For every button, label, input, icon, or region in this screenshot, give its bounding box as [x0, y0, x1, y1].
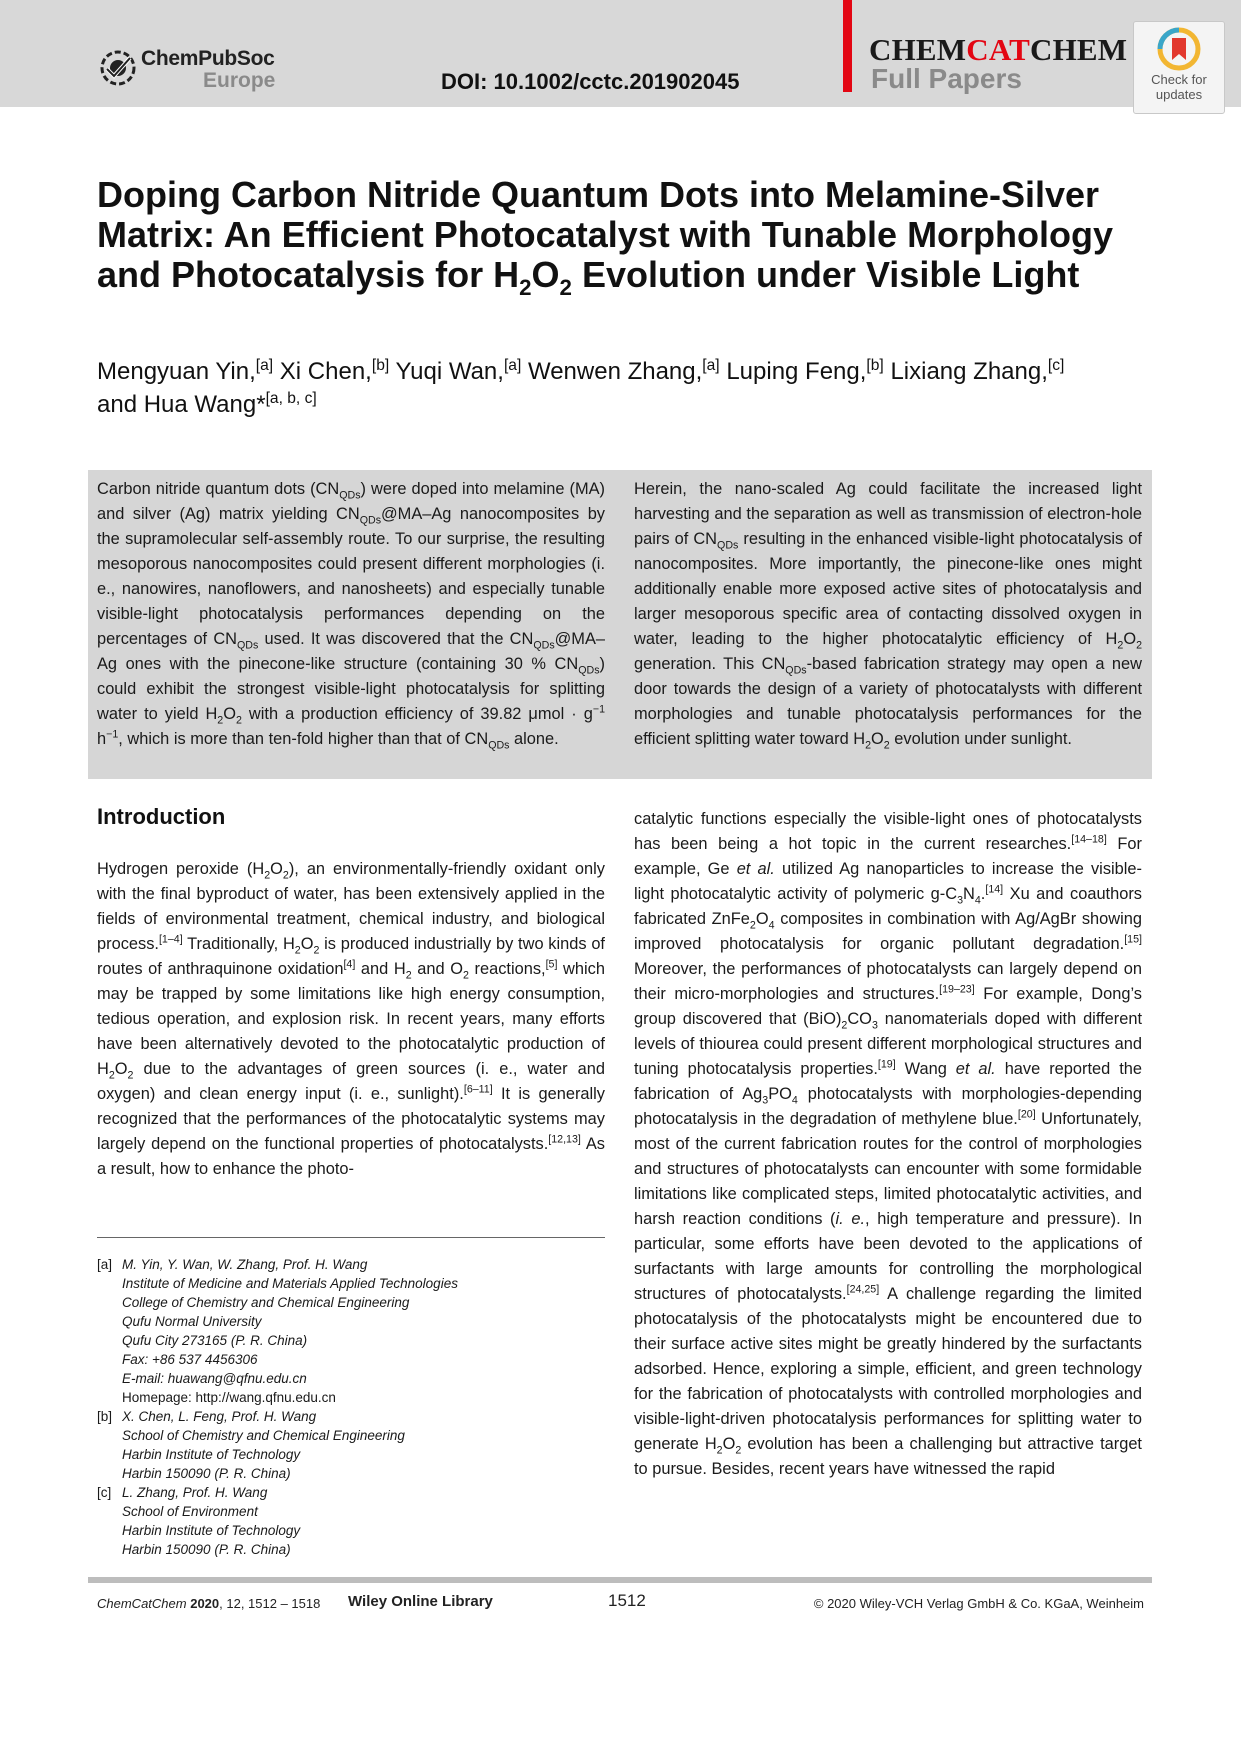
body-right-column: catalytic functions especially the visible-light ones of photocatalysts has been being a hot topic in the current researches.[14–18] For example, Ge et al. utilized Ag nanoparticles to increase the visible-light photocatalytic activity of polymeric $g-C_3N_4.[14]$ Xu and coauthors fabricated $ZnFe_2O_4$ composites in combination with Ag/AgBr showing improved photocatalysis for organic pollutant degradation.[15] Moreover, the performances of photocatalysts can largely depend on their micro-morphologies and structures.[19–23] For example, Dong’s group discovered that $(BiO)_2CO_3$ nanomaterials doped with different levels of thiourea could present different morphological structures and tuning photocatalysis properties.[19] Wang et al. have reported the fabrication of $Ag_3PO_4$ photocatalysts with morphologies-depending photocatalysis in the degradation of methylene blue.[20] Unfortunately, most of the current fabrication routes for the control of morphologies and structures of photocatalysts can encounter with some formidable limitations like complicated steps, limited photocatalytic activities, and harsh reaction conditions (i. e., high temperature and pressure). In particular, some efforts have been devoted to the applications of surfactants with large amounts for controlling the morphological structures of photocatalysts.[24,25] A challenge regarding the limited photocatalysis of the photocatalysts might be encountered due to their surface active sites might be greatly hindered by the surfactants adsorbed. Hence, exploring a simple, efficient, and green technology for the fabrication of photocatalysts with controlled morphologies and visible-light-driven photocatalysis performances for splitting water to generate $H_2O_2$ evolution has been a challenging but attractive target to pursue. Besides, recent years have witnessed the rapid — [634, 810, 1142, 1478]
body-left-column: Hydrogen peroxide $(H_2O_2)$, an environmentally-friendly oxidant only with the final byproduct of water, has been extensively applied in the fields of environmental treatment, chemical industry, and biological process.[1–4] Traditionally, $H_2O_2$ is produced industrially by two kinds of routes of anthraquinone oxidation[4] and $H_2$ and $O_2$ reactions,[5] which may be trapped by some limitations like high energy consumption, tedious operation, and explosion risk. In recent years, many efforts have been alternatively devoted to the photocatalytic production of $H_2O_2$ due to the advantages of green sources (i. e., water and oxygen) and clean energy input (i. e., sunlight).[6–11] It is generally recognized that the performances of the photocatalytic systems may largely depend on the functional properties of photocatalysts.[12,13] As a result, how to enhance the photo- — [97, 860, 606, 1178]
publisher-logo[interactable] — [97, 45, 282, 97]
affiliation-b: [b] X. Chen, L. Feng, Prof. H. Wang School of Chemistry and Chemical Engineering Harbin Institute of Technology Harbin 150090 (P. R. China) — [97, 1409, 405, 1481]
author[interactable]: Xi Chen, — [279, 358, 372, 385]
citation-link[interactable]: [20] — [1017, 1108, 1036, 1121]
homepage-link[interactable]: Homepage: http://wang.qfnu.edu.cn — [122, 1390, 336, 1405]
abstract-left-column: Carbon nitride quantum dots $(CN_{QDs})$ were doped into melamine (MA) and silver (Ag) matrix yielding $CN_{QDs}@MA-Ag$ nanocomposites by the supramolecular self-assembly route. To our surprise, the resulting mesoporous nanocomposites could present different morphologies (i. e., nanowires, nanoflowers, and nanosheets) and especially tunable visible-light photocatalysis performances depending on the percentages of $CN_{QDs}$ used. It was discovered that the $CN_{QDs}@MA-Ag$ ones with the pinecone-like structure (containing 30 % $CN_{QDs}$) could exhibit the strongest visible-light photocatalysis for splitting water to yield $H_2O_2$ with a production efficiency of 39.82 $\mu mol \cdot g^{-1}$ $h^{-1}$, which is more than ten-fold higher than that of $CN_{QDs}$ alone. — [97, 480, 606, 752]
citation-link[interactable]: [1–4] — [158, 933, 183, 946]
citation-link[interactable]: [15] — [1124, 933, 1142, 946]
affiliation-ref: [a, b, c] — [265, 390, 317, 407]
doi-link[interactable]: DOI: 10.1002/cctc.201902045 — [441, 69, 740, 94]
publisher-logo-icon — [97, 47, 139, 89]
citation-link[interactable]: [19] — [877, 1058, 896, 1071]
author[interactable]: Yuqi Wan, — [395, 358, 504, 385]
footnote-divider — [97, 1237, 605, 1238]
affiliations — [97, 1255, 605, 1559]
journal-header — [0, 0, 1241, 107]
crossmark-icon — [1157, 27, 1201, 71]
author[interactable]: Wenwen Zhang, — [527, 358, 703, 385]
journal-name[interactable]: CHEMCATCHEM — [869, 32, 1128, 67]
accent-bar — [843, 0, 852, 92]
affiliation-a: [a] M. Yin, Y. Wan, W. Zhang, Prof. H. Wang Institute of Medicine and Materials Applied Technologies College of Chemistry and Chemical Engineering Qufu Normal University Qufu City 273165 (P. R. China) Fax: +86 537 4456306 E-mail: huawang@qfnu.edu.cn Homepage: http://wang.qfnu.edu.cn — [97, 1255, 605, 1407]
citation-link[interactable]: [5] — [545, 958, 558, 971]
affiliation-ref: [a] — [702, 357, 720, 374]
affiliation-ref: [c] — [1047, 357, 1065, 374]
author[interactable]: Luping Feng, — [726, 358, 867, 385]
affiliation-c: [c] L. Zhang, Prof. H. Wang School of Environment Harbin Institute of Technology Harbin 150090 (P. R. China) — [97, 1485, 301, 1557]
affiliation-ref: [b] — [371, 357, 390, 374]
citation-link[interactable]: [24,25] — [846, 1283, 880, 1296]
citation-link[interactable]: [6–11] — [463, 1083, 493, 1096]
author-list — [97, 355, 1157, 421]
footer-bar — [88, 1577, 1152, 1583]
author[interactable]: and Hua Wang* — [97, 391, 266, 418]
publisher-name: ChemPubSoc — [141, 47, 275, 70]
citation-link[interactable]: [19–23] — [939, 983, 975, 996]
author[interactable]: Mengyuan Yin, — [97, 358, 256, 385]
citation-link[interactable]: [4] — [343, 958, 356, 971]
copyright: © 2020 Wiley-VCH Verlag GmbH & Co. KGaA, Weinheim — [813, 1596, 1144, 1611]
email-link[interactable]: E-mail: huawang@qfnu.edu.cn — [122, 1371, 307, 1386]
wiley-online-library-link[interactable]: Wiley Online Library — [348, 1593, 493, 1610]
citation-link[interactable]: [14–18] — [1071, 833, 1107, 846]
publisher-region: Europe — [203, 69, 276, 92]
article-type: Full Papers — [871, 63, 1022, 94]
abstract-right-column: Herein, the nano-scaled Ag could facilitate the increased light harvesting and the separation as well as transmission of electron-hole pairs of $CN_{QDs}$ resulting in the enhanced visible-light photocatalysis of nanocomposites. More importantly, the pinecone-like ones might additionally enable more exposed active sites of photocatalysis and larger mesoporous specific area of contacting dissolved oxygen in water, leading to the higher photocatalytic efficiency of $H_2O_2$ generation. This $CN_{QDs}$-based fabrication strategy may open a new door towards the design of a variety of photocatalysts with different morphologies and tunable photocatalysis performances for the efficient splitting water toward $H_2O_2$ evolution under sunlight. — [634, 480, 1142, 752]
abstract-box — [88, 470, 1152, 779]
section-heading-introduction: Introduction — [97, 804, 226, 829]
affiliation-ref: [a] — [255, 357, 274, 374]
affiliation-ref: [b] — [866, 357, 884, 374]
check-label-2: updates — [1155, 87, 1203, 102]
check-for-updates-button[interactable] — [1133, 21, 1225, 114]
citation-line: ChemCatChem 2020, 12, 1512 – 1518 — [97, 1596, 321, 1611]
citation-link[interactable]: [12,13] — [548, 1133, 581, 1146]
article-title: Doping Carbon Nitride Quantum Dots into Melamine-Silver Matrix: An Efficient Photocatalyst with Tunable Morphology and Photocatalysis for $H_2O_2$ Evolution under Visible Light — [97, 174, 1114, 301]
page-number: 1512 — [608, 1591, 646, 1610]
affiliation-ref: [a] — [503, 357, 522, 374]
check-label-1: Check for — [1151, 72, 1207, 87]
author[interactable]: Lixiang Zhang, — [890, 358, 1048, 385]
citation-link[interactable]: [14] — [985, 883, 1004, 896]
